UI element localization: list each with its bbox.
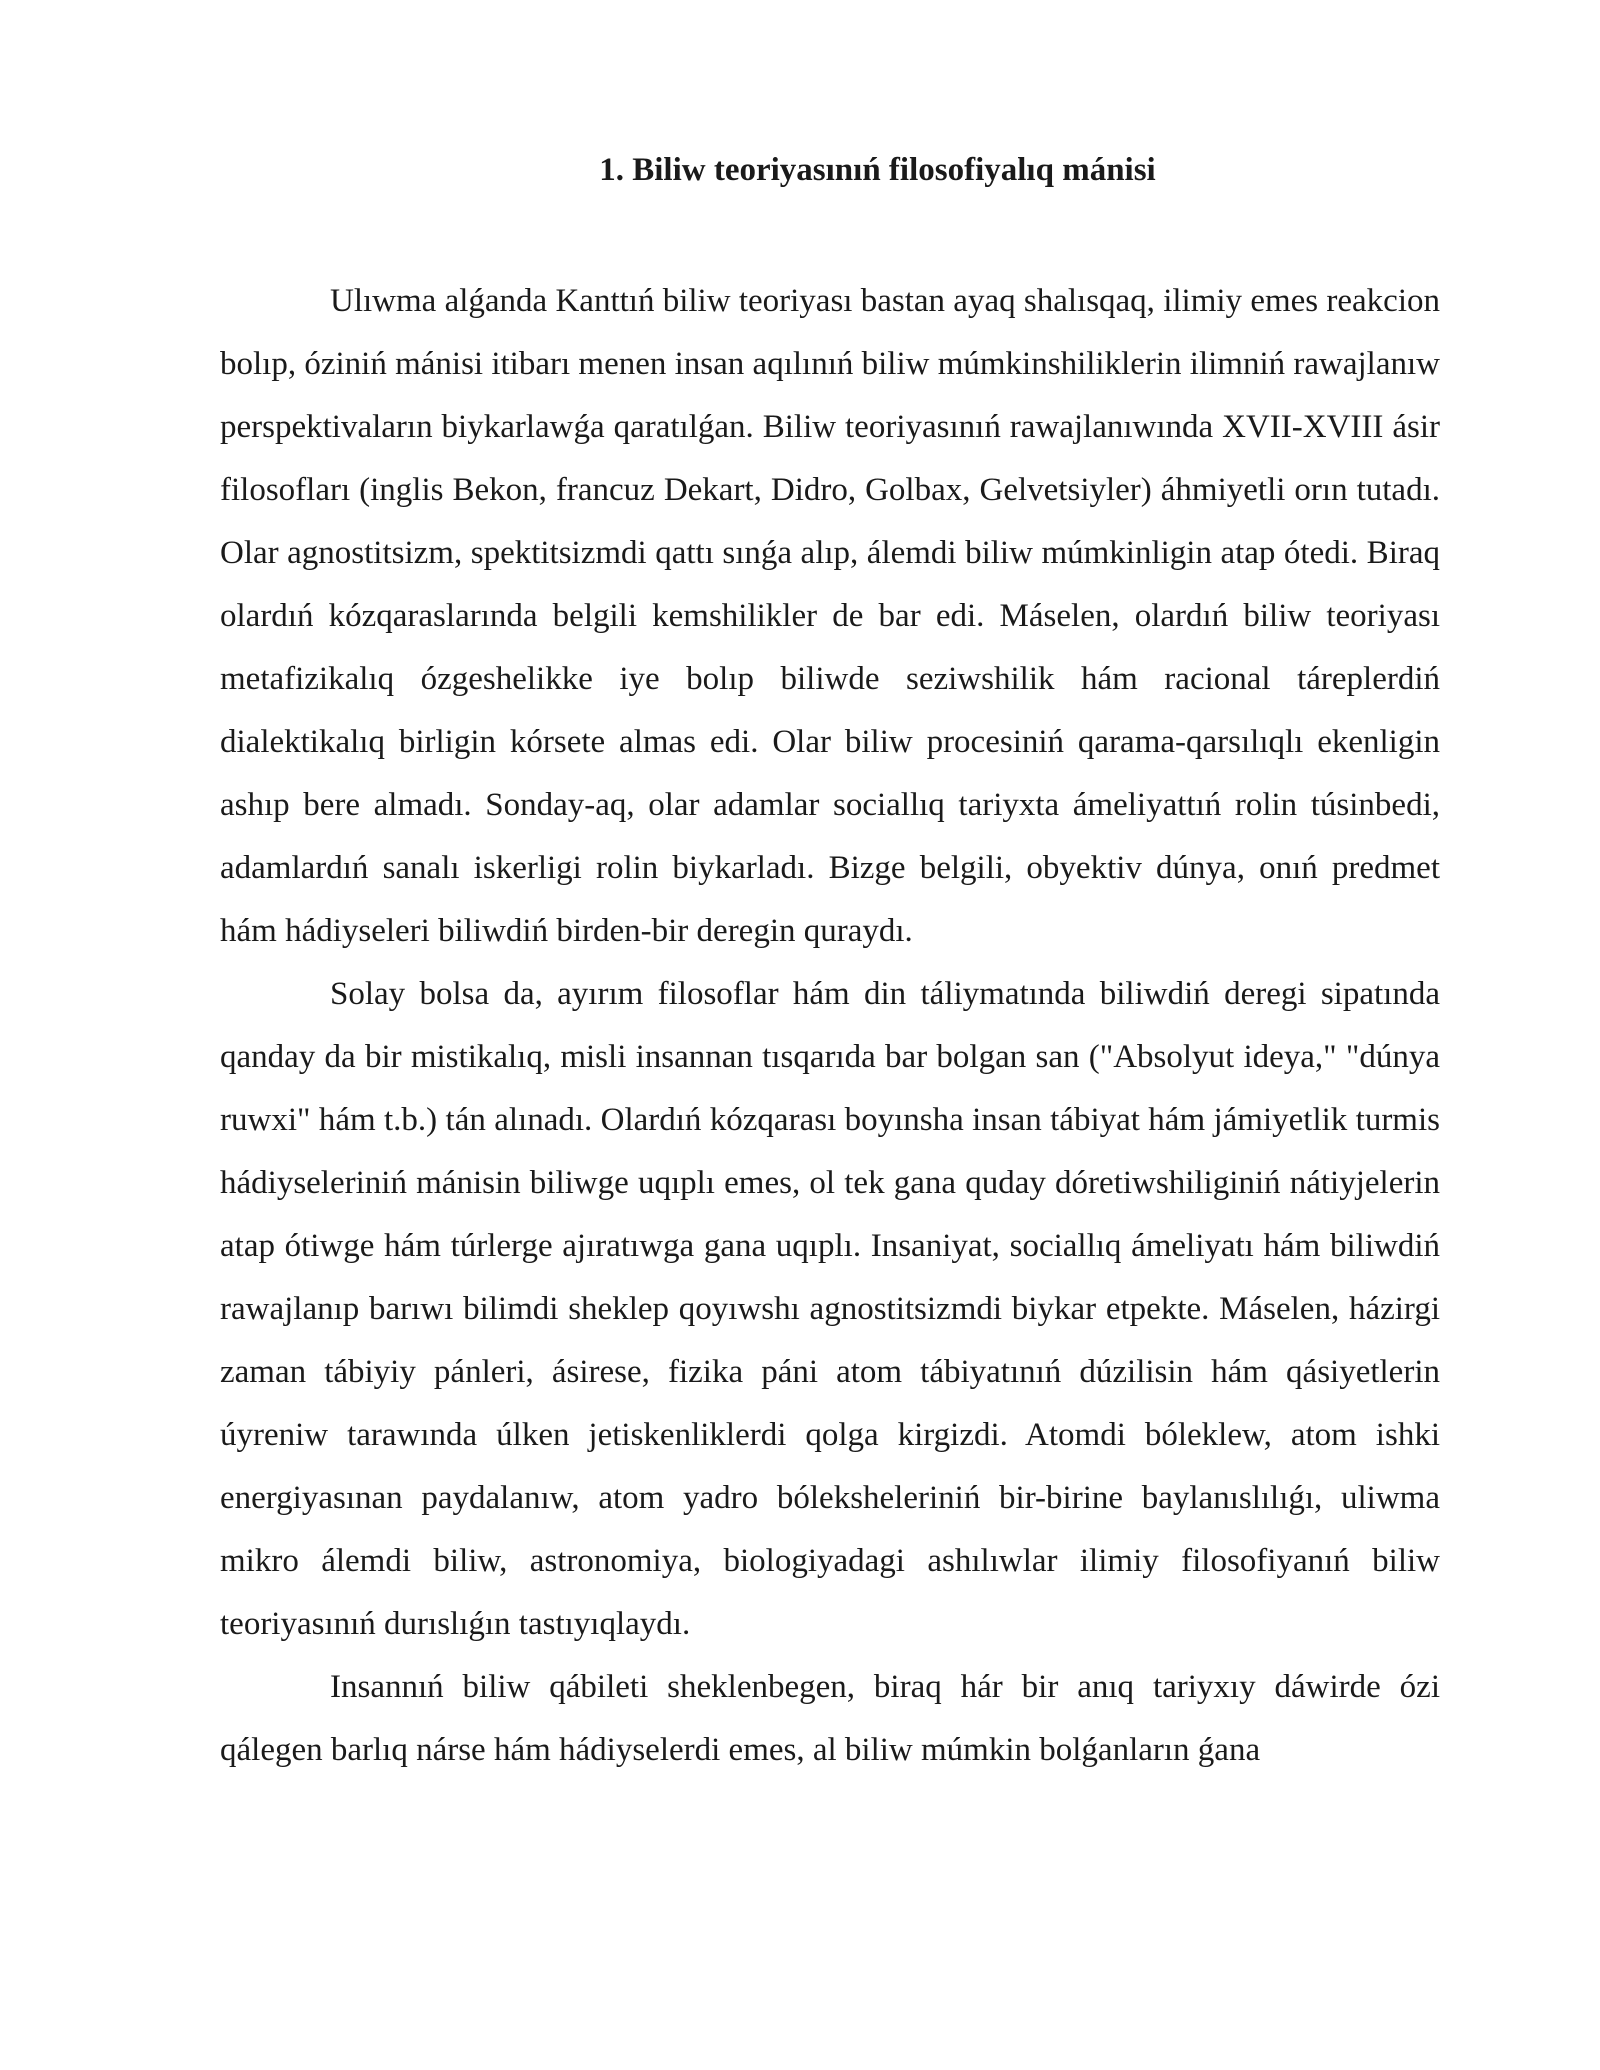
section-heading: 1. Biliw teoriyasınıń filosofiyalıq mánisi [599, 152, 1156, 188]
paragraph: Solay bolsa da, ayırım filosoflar hám din táliymatında biliwdiń deregi sipatında qanday da bir mistikalıq, misli insannan tısqarıda bar bolgan san ("Absolyut ideya," "dúnya ruwxi" hám t.b.) tán alınadı. Olardıń kózqarası boyınsha insan tábiyat hám jámiyetlik turmis hádiyseleriniń mánisin biliwge uqıplı emes, ol tek gana quday dóretiwshiliginiń nátiyjelerin atap ótiwge hám túrlerge ajıratıwga gana uqıplı. Insaniyat, sociallıq ámeliyatı hám biliwdiń rawajlanıp barıwı bilimdi sheklep qoyıwshı agnostitsizmdi biykar etpekte. Máselen, házirgi zaman tábiyiy pánleri, ásirese, fizika páni atom tábiyatınıń dúzilisin hám qásiyetlerin úyreniw tarawında úlken jetiskenliklerdi qolga kirgizdi. Atomdi bóleklew, atom ishki energiyasınan paydalanıw, atom yadro bóleksheleriniń bir-birine baylanıslılıǵı, uliwma mikro álemdi biliw, astronomiya, biologiyadagi ashılıwlar ilimiy filosofiyanıń biliw teoriyasınıń durıslıǵın tastıyıqlaydı. [220, 976, 1440, 1642]
paragraph: Ulıwma alǵanda Kanttıń biliw teoriyası bastan ayaq shalısqaq, ilimiy emes reakcion bolıp, óziniń mánisi itibarı menen insan aqılınıń biliw múmkinshiliklerin ilimniń rawajlanıw perspektivaların biykarlawǵa qaratılǵan. Biliw teoriyasınıń rawajlanıwında XVII-XVIII ásir filosofları (inglis Bekon, francuz Dekart, Didro, Golbax, Gelvetsiyler) áhmiyetli orın tutadı. Olar agnostitsizm, spektitsizmdi qattı sınǵa alıp, álemdi biliw múmkinligin atap ótedi. Biraq olardıń kózqaraslarında belgili kemshilikler de bar edi. Máselen, olardıń biliw teoriyası metafizikalıq ózgeshelikke iye bolıp biliwde seziwshilik hám racional táreplerdiń dialektikalıq birligin kórsete almas edi. Olar biliw procesiniń qarama-qarsılıqlı ekenligin ashıp bere almadı. Sonday-aq, olar adamlar sociallıq tariyxta ámeliyattıń rolin túsinbedi, adamlardıń sanalı iskerligi rolin biykarladı. Bizge belgili, obyektiv dúnya, onıń predmet hám hádiyseleri biliwdiń birden-bir deregin quraydı. [220, 283, 1440, 949]
body-text [220, 270, 1440, 1782]
paragraph: Insannıń biliw qábileti sheklenbegen, biraq hár bir anıq tariyxıy dáwirde ózi qálegen barlıq nárse hám hádiyselerdi emes, al biliw múmkin bolǵanların ǵana [220, 1669, 1440, 1768]
